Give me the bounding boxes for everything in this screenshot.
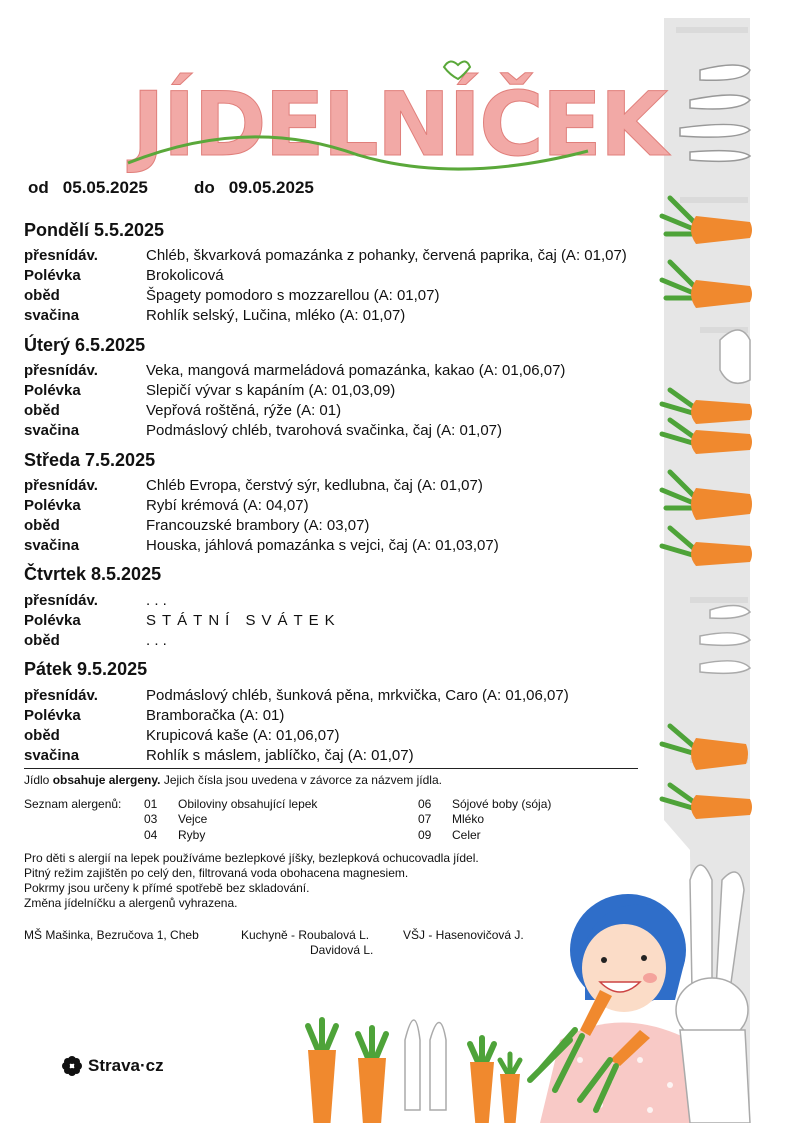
page-title [128, 55, 666, 185]
menu-row [24, 246, 627, 266]
menu-row [24, 381, 395, 401]
allergen-note-bold: obsahuje alergeny. [52, 773, 161, 787]
meal-label: oběd [24, 632, 60, 649]
brand-name: Strava·cz [88, 1056, 164, 1075]
day-title: Pondělí 5.5.2025 [24, 220, 165, 240]
menu-row [24, 476, 483, 496]
date-to [194, 178, 314, 198]
dish: Brokolicová [146, 267, 224, 284]
day-title: Úterý 6.5.2025 [24, 335, 146, 355]
allergen-name: Celer [452, 828, 481, 842]
dish: Podmáslový chléb, šunková pěna, mrkvička, Caro (A: 01,06,07) [146, 687, 569, 704]
allergen-code: 04 [144, 828, 158, 842]
meal-label: přesnídáv. [24, 592, 98, 609]
dish: Chléb, škvarková pomazánka z pohanky, červená paprika, čaj (A: 01,07) [146, 247, 627, 264]
dish: Krupicová kaše (A: 01,06,07) [146, 727, 340, 744]
dish: Rohlík selský, Lučina, mléko (A: 01,07) [146, 307, 406, 324]
allergen-list-label: Seznam alergenů: [24, 797, 122, 811]
menu-row [24, 361, 565, 381]
dish: Chléb Evropa, čerstvý sýr, kedlubna, čaj (A: 01,07) [146, 477, 483, 494]
menu-row [24, 401, 341, 421]
dish: Veka, mangová marmeládová pomazánka, kakao (A: 01,06,07) [146, 362, 566, 379]
kitchen-staff-1: Kuchyně - Roubalová L. [241, 928, 370, 942]
menu-row [24, 536, 499, 556]
dish: Houska, jáhlová pomazánka s vejci, čaj (A: 01,03,07) [146, 537, 499, 554]
dish: Vepřová roštěná, rýže (A: 01) [146, 402, 342, 419]
allergen-note [24, 773, 442, 788]
day-title: Středa 7.5.2025 [24, 450, 156, 470]
meal-label: oběd [24, 517, 60, 534]
meal-label: svačina [24, 307, 80, 324]
meal-label: Polévka [24, 267, 81, 284]
meal-label: Polévka [24, 707, 81, 724]
to-label: do [194, 178, 215, 197]
menu-row [24, 726, 339, 746]
brand-logo [62, 1056, 164, 1076]
dish: Rohlík s máslem, jablíčko, čaj (A: 01,07) [146, 747, 414, 764]
menu-row [24, 306, 405, 326]
allergen-name: Ryby [178, 828, 206, 842]
allergen-code: 07 [418, 812, 432, 826]
allergen-name: Vejce [178, 812, 208, 826]
meal-label: Polévka [24, 497, 81, 514]
menu-row [24, 706, 284, 726]
menu-row [24, 611, 341, 631]
menu-row [24, 591, 167, 611]
day-title: Pátek 9.5.2025 [24, 659, 148, 679]
note-line: Pokrmy jsou určeny k přímé spotřebě bez skladování. [24, 881, 310, 895]
holiday-text: STÁTNÍ SVÁTEK [146, 612, 341, 629]
note-line: Pitný režim zajištěn po celý den, filtrovaná voda obohacena magnesiem. [24, 866, 409, 880]
menu-row [24, 746, 414, 766]
note-line: Pro děti s alergií na lepek používáme bezlepkové jíšky, bezlepková ochucovadla jídel. [24, 851, 479, 865]
to-date: 09.05.2025 [228, 178, 314, 197]
meal-label: oběd [24, 402, 60, 419]
title-text: JÍDELNÍČEK [132, 73, 666, 176]
allergen-code: 01 [144, 797, 158, 811]
head-of-kitchen: VŠJ - Hasenovičová J. [403, 928, 524, 942]
day-title: Čtvrtek 8.5.2025 [24, 564, 162, 584]
note-line: Změna jídelníčku a alergenů vyhrazena. [24, 896, 238, 910]
allergen-name: Mléko [452, 812, 485, 826]
dish: Podmáslový chléb, tvarohová svačinka, čaj (A: 01,07) [146, 422, 503, 439]
meal-label: oběd [24, 287, 60, 304]
allergen-code: 06 [418, 797, 432, 811]
meal-label: přesnídáv. [24, 477, 98, 494]
menu-row [24, 516, 369, 536]
meal-label: Polévka [24, 612, 81, 629]
dish: Francouzské brambory (A: 03,07) [146, 517, 370, 534]
dish: . . . [146, 592, 167, 609]
school-name: MŠ Mašinka, Bezručova 1, Cheb [24, 928, 199, 942]
meal-label: svačina [24, 747, 80, 764]
menu-row [24, 266, 224, 286]
date-from [28, 178, 148, 198]
meal-label: přesnídáv. [24, 687, 98, 704]
from-date: 05.05.2025 [62, 178, 148, 197]
allergen-note-pre: Jídlo [24, 773, 53, 787]
allergen-code: 03 [144, 812, 158, 826]
meal-label: svačina [24, 537, 80, 554]
meal-label: svačina [24, 422, 80, 439]
meal-label: přesnídáv. [24, 247, 98, 264]
dish: Bramboračka (A: 01) [146, 707, 285, 724]
dish: Slepičí vývar s kapáním (A: 01,03,09) [146, 382, 396, 399]
dish: Špagety pomodoro s mozzarellou (A: 01,07) [146, 287, 440, 304]
allergen-code: 09 [418, 828, 432, 842]
allergen-note-post: Jejich čísla jsou uvedena v závorce za názvem jídla. [160, 773, 442, 787]
menu-row [24, 686, 569, 706]
dish: Rybí krémová (A: 04,07) [146, 497, 309, 514]
divider [24, 768, 638, 769]
menu-row [24, 421, 502, 441]
from-label: od [28, 178, 49, 197]
bottom-carrots-icon [308, 1020, 520, 1123]
meal-label: oběd [24, 727, 60, 744]
menu-row [24, 631, 167, 651]
allergen-name: Obiloviny obsahující lepek [178, 797, 318, 811]
menu-row [24, 286, 440, 306]
allergen-name: Sójové boby (sója) [452, 797, 552, 811]
dish: . . . [146, 632, 167, 649]
kitchen-staff-2: Davidová L. [310, 943, 374, 957]
meal-label: přesnídáv. [24, 362, 98, 379]
flower-icon [62, 1056, 82, 1076]
meal-label: Polévka [24, 382, 81, 399]
menu-row [24, 496, 309, 516]
